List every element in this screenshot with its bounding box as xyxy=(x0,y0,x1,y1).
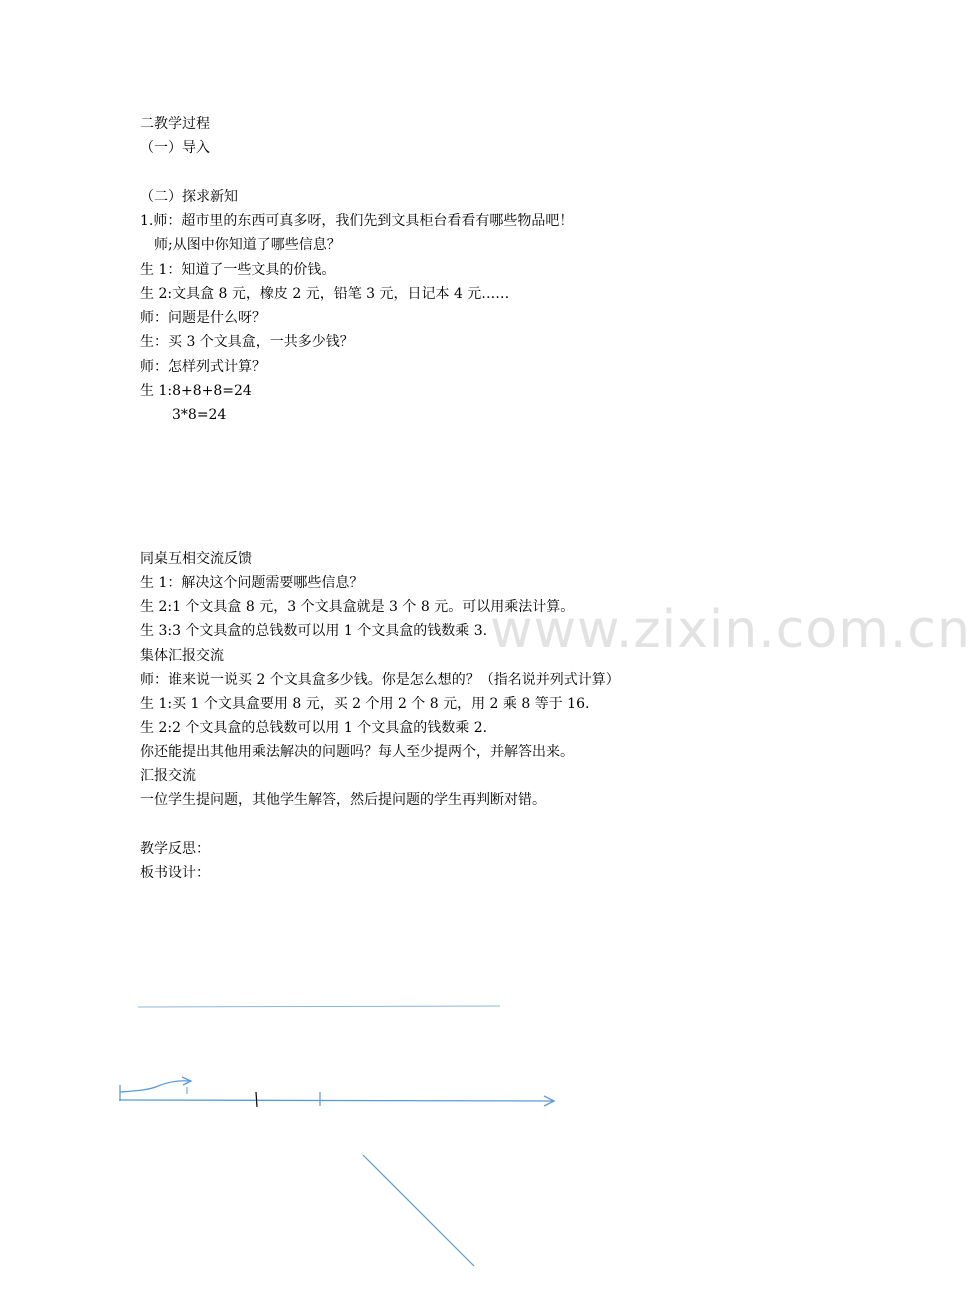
equation-line: 3*8=24 xyxy=(172,407,227,423)
watermark: www.zixin.com.cn xyxy=(490,600,971,660)
text-line: 生 1：解决这个问题需要哪些信息？ xyxy=(140,575,364,591)
text-line: 师：问题是什么呀？ xyxy=(140,310,266,326)
text-line: 师;从图中你知道了哪些信息？ xyxy=(154,237,341,253)
diagonal-line xyxy=(363,1155,474,1266)
text-line: 生 3:3 个文具盒的总钱数可以用 1 个文具盒的钱数乘 3. xyxy=(140,623,488,639)
text-line: 集体汇报交流 xyxy=(140,648,224,664)
text-line: 汇报交流 xyxy=(140,768,196,784)
reflection-label: 教学反思： xyxy=(140,841,210,857)
subsection-explore: （二）探求新知 xyxy=(140,189,238,205)
subsection-intro: （一）导入 xyxy=(140,140,210,156)
text-line: 你还能提出其他用乘法解决的问题吗？每人至少提两个，并解答出来。 xyxy=(140,744,574,760)
text-line: 生 2:2 个文具盒的总钱数可以用 1 个文具盒的钱数乘 2. xyxy=(140,720,488,736)
text-line: 生 2:1 个文具盒 8 元，3 个文具盒就是 3 个 8 元。可以用乘法计算。 xyxy=(140,599,575,615)
text-line: 生 2:文具盒 8 元，橡皮 2 元，铅笔 3 元，日记本 4 元…… xyxy=(140,286,510,302)
blackboard-label: 板书设计： xyxy=(140,865,210,881)
section-heading: 二教学过程 xyxy=(140,116,210,132)
number-line xyxy=(119,1085,554,1107)
jump-arrow xyxy=(120,1077,191,1094)
horizontal-rule xyxy=(138,1006,500,1007)
text-line: 1.师：超市里的东西可真多呀，我们先到文具柜台看看有哪些物品吧！ xyxy=(140,213,574,229)
text-line: 生：买 3 个文具盒，一共多少钱？ xyxy=(140,334,354,350)
text-line: 生 1：知道了一些文具的价钱。 xyxy=(140,262,336,278)
equation-line: 生 1:8+8+8=24 xyxy=(140,383,252,399)
text-line: 生 1:买 1 个文具盒要用 8 元，买 2 个用 2 个 8 元，用 2 乘 8 等于 16. xyxy=(140,696,590,712)
text-line: 同桌互相交流反馈 xyxy=(140,551,252,567)
text-line: 一位学生提问题，其他学生解答，然后提问题的学生再判断对错。 xyxy=(140,792,546,808)
text-line: 师：谁来说一说买 2 个文具盒多少钱。你是怎么想的？（指名说并列式计算） xyxy=(140,672,620,688)
text-line: 师：怎样列式计算？ xyxy=(140,359,266,375)
